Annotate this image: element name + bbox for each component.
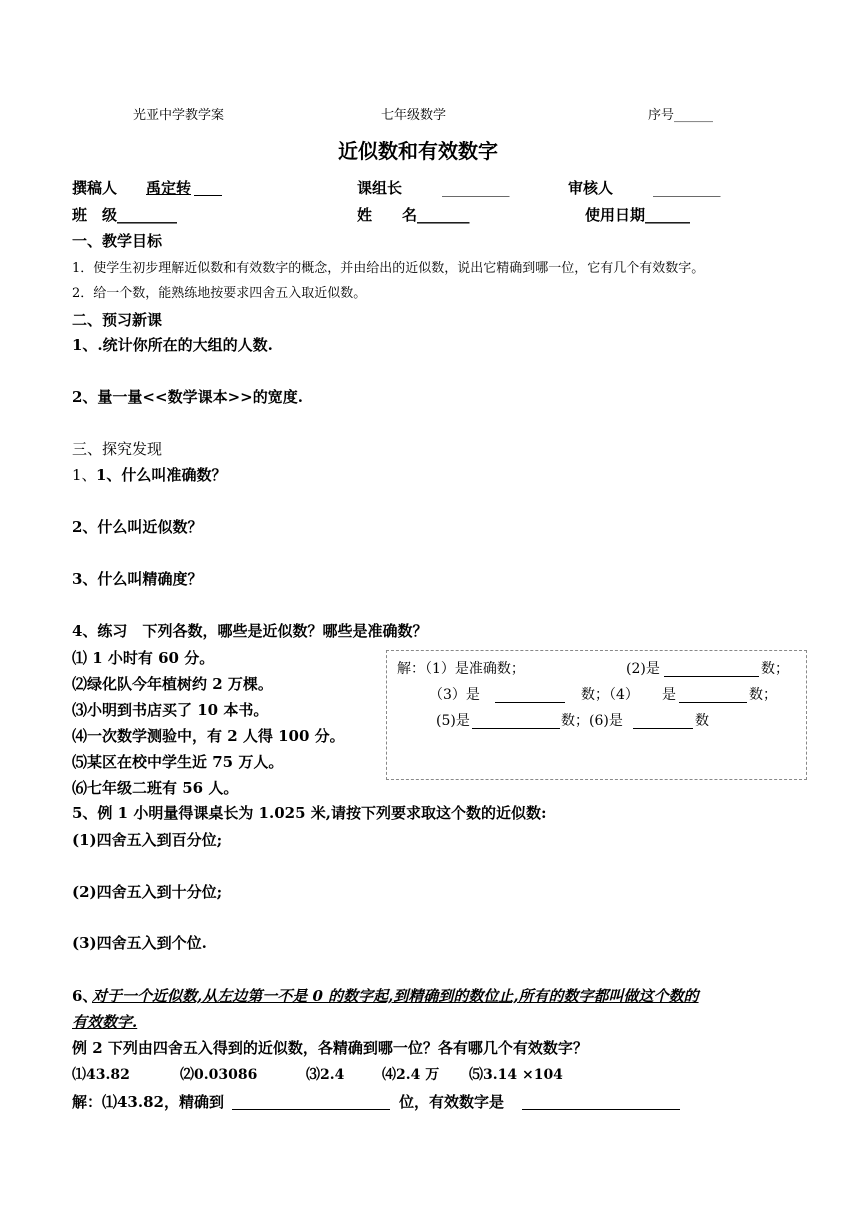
section3-q4: 4、练习 下列各数，哪些是近似数？哪些是准确数？	[72, 622, 428, 640]
header-serial: 序号______	[648, 108, 714, 123]
answer-blank-5[interactable]	[472, 714, 560, 732]
section3-q1-prefix: 1、	[72, 466, 97, 484]
answer-line2c: 是	[662, 687, 676, 703]
header-school: 光亚中学教学案	[133, 108, 225, 123]
answer-blank-2[interactable]	[664, 662, 759, 680]
section1-item-2: 2．给一个数，能熟练地按要求四舍五入取近似数。	[72, 286, 367, 301]
q5-item-2: (2)四舍五入到十分位;	[72, 883, 223, 901]
reviewer-label: 审核人	[568, 179, 614, 197]
section2-q1: 1、.统计你所在的大组的人数.	[72, 336, 273, 354]
q5-item-3: (3)四舍五入到个位.	[72, 934, 207, 952]
example2-item-5: ⑸3.14 ×104	[469, 1067, 563, 1083]
date-label: 使用日期______	[585, 206, 691, 224]
answer-line1a: 解：（1）是准确数；	[397, 661, 525, 677]
example2-item-3: ⑶2.4	[306, 1067, 345, 1083]
section1-item-1: 1．使学生初步理解近似数和有效数字的概念，并由给出的近似数，说出它精确到哪一位，它有几个有效数字。	[72, 261, 705, 276]
answer-line3a: (5)是	[436, 713, 470, 729]
practice-item-2: ⑵绿化队今年植树约 2 万棵。	[72, 675, 273, 693]
answer-line2a: （3）是	[429, 687, 480, 703]
section2-q2: 2、量一量<<数学课本>>的宽度.	[72, 388, 303, 406]
section1-heading: 一、教学目标	[72, 232, 163, 250]
q6-definition-line2: 有效数字.	[72, 1013, 138, 1031]
group-leader-label: 课组长	[357, 179, 403, 197]
name-label: 姓 名_______	[357, 206, 470, 224]
q6-prefix: 6、	[72, 987, 98, 1005]
header-grade: 七年级数学	[381, 108, 447, 123]
author-label: 撰稿人	[72, 179, 118, 197]
group-leader-value: _________	[442, 179, 510, 197]
class-label: 班 级________	[72, 206, 178, 224]
practice-item-5: ⑸某区在校中学生近 75 万人。	[72, 753, 284, 771]
answer-blank-3[interactable]	[495, 688, 565, 706]
example2-item-2: ⑵0.03086	[180, 1067, 258, 1083]
author-underline	[194, 181, 222, 199]
page-title: 近似数和有效数字	[338, 139, 498, 163]
solution-text-b: 位，有效数字是	[399, 1093, 505, 1111]
reviewer-value: _________	[653, 179, 721, 197]
section2-heading: 二、预习新课	[72, 311, 163, 329]
answer-line2d: 数；	[749, 687, 777, 703]
answer-line1b: (2)是	[626, 661, 660, 677]
q5-item-1: (1)四舍五入到百分位;	[72, 831, 223, 849]
answer-line2b: 数；（4）	[581, 687, 639, 703]
answer-blank-4[interactable]	[679, 688, 747, 706]
practice-item-4: ⑷一次数学测验中，有 2 人得 100 分。	[72, 727, 345, 745]
section3-q5: 5、例 1 小明量得课桌长为 1.025 米,请按下列要求取这个数的近似数:	[72, 804, 547, 822]
answer-blank-6[interactable]	[633, 714, 693, 732]
solution-blank-2[interactable]	[522, 1095, 680, 1113]
example2-item-1: ⑴43.82	[72, 1067, 130, 1083]
section3-q1: 1、什么叫准确数？	[96, 466, 227, 484]
example2-question: 例 2 下列由四舍五入得到的近似数，各精确到哪一位？各有哪几个有效数字？	[72, 1039, 588, 1057]
example2-item-4: ⑷2.4 万	[382, 1067, 440, 1083]
answer-line3b: 数；(6)是	[561, 713, 623, 729]
practice-item-6: ⑹七年级二班有 56 人。	[72, 779, 239, 797]
answer-line3c: 数	[695, 713, 709, 729]
section3-q3: 3、什么叫精确度？	[72, 570, 203, 588]
answer-line1c: 数；	[761, 661, 789, 677]
practice-item-1: ⑴ 1 小时有 60 分。	[72, 649, 215, 667]
practice-item-3: ⑶小明到书店买了 10 本书。	[72, 701, 269, 719]
section3-q2: 2、什么叫近似数？	[72, 518, 203, 536]
solution-text-a: 解：⑴43.82，精确到	[72, 1093, 224, 1111]
solution-blank-1[interactable]	[232, 1095, 390, 1113]
author-value: 禹定转	[146, 179, 192, 197]
section3-heading: 三、探究发现	[72, 440, 163, 458]
q6-definition-line1: 对于一个近似数,从左边第一不是 0 的数字起,到精确到的数位止,所有的数字都叫做这个数的	[92, 987, 699, 1005]
